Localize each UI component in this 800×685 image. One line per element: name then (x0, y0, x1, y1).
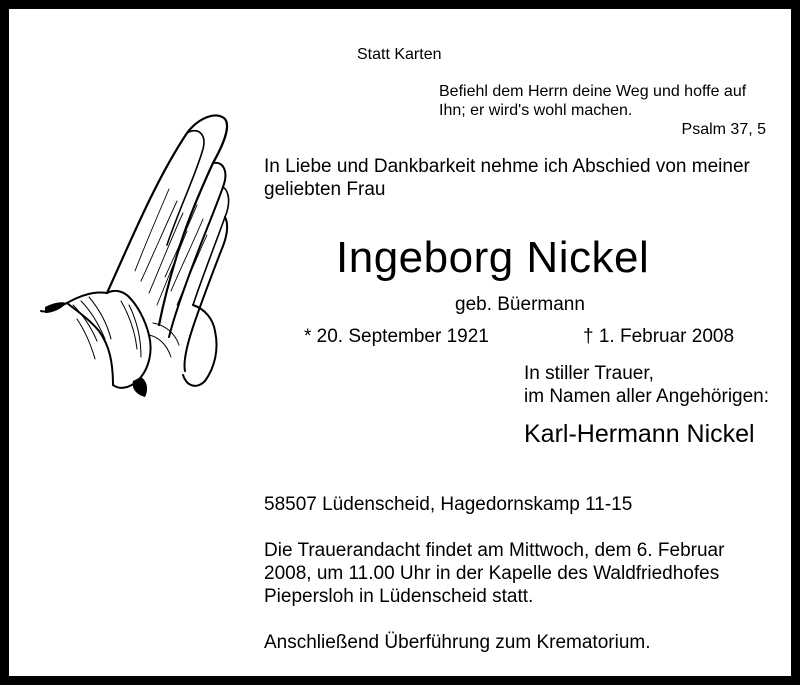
service-line-2: 2008, um 11.00 Uhr in der Kapelle des Waldfriedhofes (264, 563, 720, 584)
mourning-line-2: im Namen aller Angehörigen: (524, 386, 770, 407)
closing-note: Anschließend Überführung zum Krematorium. (264, 632, 651, 653)
intro-line-1: In Liebe und Dankbarkeit nehme ich Abschied von meiner (264, 156, 750, 177)
intro-line-2: geliebten Frau (264, 179, 386, 200)
address: 58507 Lüdenscheid, Hagedornskamp 11-15 (264, 494, 633, 515)
signature-name: Karl-Hermann Nickel (524, 420, 755, 448)
praying-hands-icon (37, 105, 233, 401)
mourning-line-1: In stiller Trauer, (524, 363, 654, 384)
maiden-name: geb. Büermann (455, 294, 585, 315)
service-line-3: Piepersloh in Lüdenscheid statt. (264, 586, 534, 607)
verse-reference: Psalm 37, 5 (681, 121, 766, 138)
statt-karten-label: Statt Karten (357, 46, 442, 63)
service-line-1: Die Trauerandacht findet am Mittwoch, dem 6. Februar (264, 540, 725, 561)
deceased-name: Ingeborg Nickel (336, 233, 650, 282)
verse-line-1: Befiehl dem Herrn deine Weg und hoffe auf (439, 83, 747, 100)
death-date: † 1. Februar 2008 (583, 326, 735, 347)
birth-date: * 20. September 1921 (304, 326, 489, 347)
verse-line-2: Ihn; er wird's wohl machen. (439, 102, 633, 119)
